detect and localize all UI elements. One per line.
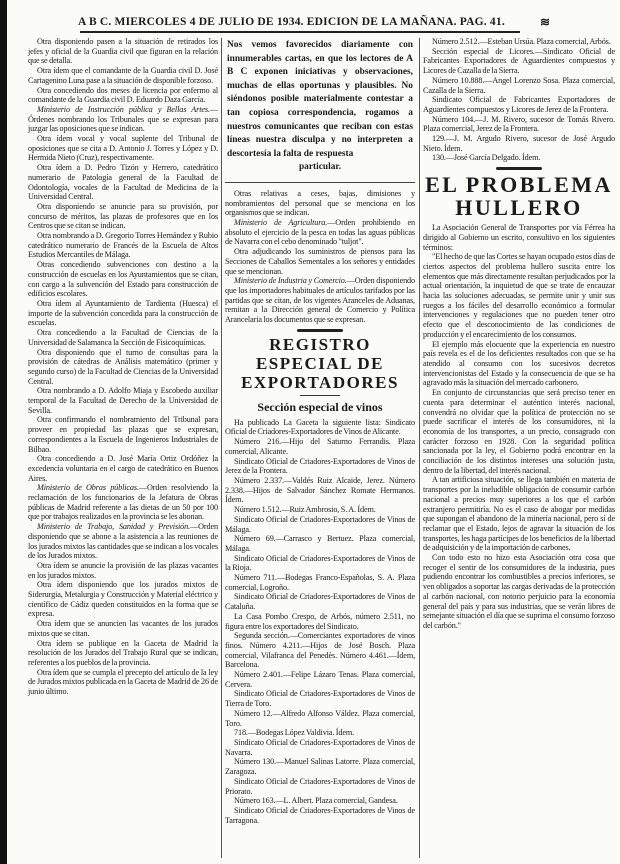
paragraph (28, 668, 218, 697)
paragraph-text: Sindicato Oficial de Criadores-Exportadores de Vinos de Tierra de Toro. (225, 689, 415, 709)
paragraph (28, 561, 218, 580)
paragraph (225, 777, 415, 796)
paragraph (225, 796, 415, 806)
paragraph-text: La Casa Pombo Crespo, de Arbós, número 2.511, no figura entre los exportadores del Sindicato. (225, 611, 415, 631)
paragraph-text: —Orden disponiendo que los importadores habituales de artículos tarifados por las partidas que se citan, de los vigentes Aranceles de Aduanas, remitan a la Dirección general de Comercio y Política Arancelaria los documentos que se expresan. (225, 276, 415, 325)
paragraph-text: Otra ídem al Ayuntamiento de Tardienta (Huesca) el importe de la subvención concedida para la construcción de escuelas. (28, 298, 218, 328)
paragraph (423, 76, 615, 95)
paragraph-text: Otra ídem disponiendo que los jurados mixtos de Siderurgia, Metalurgia y Construcción y Material eléctrico y científico de Cádiz queden constituidos en la forma que se expresa. (28, 580, 218, 619)
column-rule (419, 38, 420, 858)
paragraph (423, 340, 615, 389)
paragraph (28, 348, 218, 387)
paragraph (423, 153, 615, 163)
exporters-list-continued (423, 37, 615, 163)
paragraph-text: 130.—José García Delgado. Ídem. (432, 153, 541, 163)
paragraph-text: Número 10.888.—Angel Lorenzo Sosa. Plaza comercial, Cazalla de la Sierra. (423, 75, 615, 95)
paragraph (28, 580, 218, 619)
paragraph (28, 37, 218, 66)
paragraph-text: Sindicato Oficial de Criadores-Exportadores de Vinos de Tarragona. (225, 805, 415, 825)
paragraph-text: Número 1.512.—Ruiz Ambrosio, S. A. Ídem. (234, 505, 376, 515)
column-2-paragraphs (225, 189, 415, 325)
paragraph (423, 388, 615, 475)
paragraph-text: —Órdenes nombrando los Tribunales que se expresan para juzgar las oposiciones que se indican. (28, 104, 218, 134)
paragraph-text: Número 2.512.—Esteban Ursúa. Plaza comercial, Arbós. (432, 37, 611, 46)
article-body (423, 223, 615, 631)
paragraph (225, 709, 415, 728)
paragraph (225, 505, 415, 515)
readers-notice (225, 37, 415, 178)
paragraph-text: Otra nombrando a D. Adolfo Miaja y Escobedo auxiliar temporal de la Facultad de Derecho de la Universidad de Sevilla. (28, 386, 218, 415)
paragraph-text: Sindicato Oficial de Criadores-Exportadores de Vinos de Navarra. (225, 737, 415, 757)
paragraph (423, 95, 615, 114)
article-title: EL PROBLEMA HULLERO (425, 172, 613, 221)
paragraph-text: Con todo esto no hizo esta Asociación otra cosa que recoger el sentir de los consumidores de la industria, pues pudiendo encontrar los combustibles a precios inferiores, se ven obligados a soportar las cargas derivadas de la protección al carbón nacional, con notorio perjuicio para la economía general del país y para sus industrias, que se verán libres de semejante situación el día que se suprima el consumo forzoso del carbón." (423, 553, 615, 630)
paragraph (423, 115, 615, 134)
paragraph-text: Sindicato Oficial de Criadores-Exportadores de Vinos de Jerez de la Frontera. (225, 456, 415, 476)
paragraph-text: Otra concediendo dos meses de licencia por enfermo al comandante de la Guardia civil D. Eduardo Daza García. (28, 85, 218, 105)
paragraph-text: Otra disponiendo pasen a la situación de retirados los jefes y oficial de la Guardia civil que figuran en la relación que se detalla. (28, 37, 218, 66)
paragraph (28, 483, 218, 522)
column-1 (28, 37, 218, 697)
paragraph (423, 134, 615, 153)
paragraph (28, 66, 218, 85)
paragraph (225, 189, 415, 218)
paragraph (225, 573, 415, 592)
paragraph-text: —Orden disponiendo que se abone a la asistencia a las reuniones de los jurados mixtos las cantidades que se indican a los vocales de los Jurados mixtos. (28, 522, 218, 561)
paragraph (225, 612, 415, 631)
paragraph-text: Otra concediendo a D. José María Ortiz Ordóñez la excedencia voluntaria en el cargo de catedrático en Buenos Aires. (28, 454, 218, 483)
paragraph (225, 457, 415, 476)
ornament-divider (423, 166, 615, 170)
paragraph-text: Número 2.337.—Valdés Ruiz Alcaide, Jerez. Número 2.338.—Hijos de Salvador Sánchez Romate Hermanos. Ídem. (225, 476, 415, 505)
paragraph-text: —Orden prohibiendo en absoluto el ejercicio de la pesca en todas las aguas públicas de Navarra con el cebo denominado "tuljot". (225, 218, 415, 247)
scan-edge-bar (0, 0, 7, 864)
paragraph (225, 689, 415, 708)
divider (225, 182, 415, 183)
paragraph (28, 522, 218, 561)
paragraph-text: Número 2.401.—Felipe Lázaro Tenas. Plaza comercial, Cervera. (225, 670, 415, 689)
paragraph-text: Otra nombrando a D. Gregorio Torres Hernández y Rubio catedrático numerario de Francés de la Escuela de Altos Estudios Mercantiles de Málaga. (28, 231, 218, 260)
paragraph-text: Número 216.—Hijo del Saturno Ferrandis. Plaza comercial, Alicante. (225, 437, 415, 456)
paragraph (28, 328, 218, 347)
paragraph (28, 639, 218, 668)
notice-end: particular. (298, 162, 342, 173)
divider (300, 395, 340, 396)
paragraph-text: 129.—J. M. Argudo Rivero, sucesor de José Argudo Nieto. Ídem. (423, 134, 615, 153)
paragraph (423, 37, 615, 47)
paragraph (225, 437, 415, 456)
paragraph (28, 231, 218, 260)
paragraph-text: El ejemplo más elocuente que la experiencia en nuestro país revela es el de los deficientes resultados con que se ha atendido al consumo con los sucesivos decretos intervencionistas del Estado y la consecuencia de que se ha agravado más la situación del mercado carbonero. (423, 339, 615, 388)
paragraph (225, 670, 415, 689)
paragraph-text: Número 104.—J. M. Rivero, sucesor de Tomás Rivero. Plaza comercial, Jerez de la Frontera. (423, 114, 615, 134)
paragraph (28, 163, 218, 202)
paragraph (225, 631, 415, 670)
paragraph-text: Número 163.—L. Albert. Plaza comercial, Gandesa. (234, 796, 398, 806)
paragraph-text: Otra confirmando el nombramiento del Tribunal para proveer en propiedad las plazas que se expresan, correspondientes a la Escuela de Ingenieros Industriales de Bilbao. (28, 415, 218, 454)
paragraph-text: Otra disponiendo que el turno de consultas para la provisión de cátedras de Análisis matemático (primer y segundo curso) de la Facultad de Ciencias de la Universidad Central. (28, 347, 218, 386)
column-rule (221, 38, 222, 858)
paragraph-text: Sindicato Oficial de Criadores-Exportadores de Vinos de Cataluña. (225, 592, 415, 612)
paragraph (423, 475, 615, 553)
paragraph (28, 134, 218, 163)
header-rule (80, 31, 520, 33)
column-1-paragraphs (28, 37, 218, 697)
paragraph-text: Otra adjudicando los suministros de piensos para las Secciones de Caballos Sementales a los señores y entidades que se mencionan. (225, 247, 415, 276)
section-subtitle: Sección especial de vinos (257, 399, 383, 414)
paragraph (28, 619, 218, 638)
paragraph-text: Otra disponiendo se anuncie para su provisión, por concurso de méritos, las plazas de profesores que en los Centros que se citan se indican. (28, 201, 218, 231)
column-3 (423, 37, 615, 631)
paragraph (225, 806, 415, 825)
paragraph-text: "El hecho de que las Cortes se hayan ocupado estos días de ciertos aspectos del problema hullero suscita entre los elementos que más directamente resultan perjudicados por la actual orientación, la inquietud de que se trate de encauzar hacia las soluciones adecuadas, se permite unir y unir sus ruegos a los fáciles del desarrollo económico a formular intervenciones y regulaciones que no pueden tener otro efecto que el desconocimiento de las condiciones de producción y el encarecimiento de los consumos. (423, 252, 615, 339)
paragraph (225, 276, 415, 325)
paragraph (225, 554, 415, 573)
paragraph (423, 223, 615, 252)
paragraph-text: Sección especial de Licores.—Sindicato Oficial de Fabricantes Exportadores de Aguardientes compuestos y Licores de Cazalla de la Sierra. (423, 46, 615, 76)
paragraph (28, 260, 218, 299)
paragraph (225, 515, 415, 534)
section-title: REGISTRO ESPECIAL DE EXPORTADORES (241, 334, 399, 392)
paragraph (225, 247, 415, 276)
column-2 (225, 37, 415, 825)
paragraph (423, 47, 615, 76)
paragraph-text: Sindicato Oficial de Fabricantes Exportadores de Aguardientes compuestos y Licores de Jerez de la Frontera. (423, 95, 615, 114)
paragraph-text: Número 12.—Alfredo Alfonso Váldez. Plaza comercial, Toro. (225, 708, 415, 728)
paragraph-text: Sindicato Oficial de Criadores-Exportadores de Vinos de Priorato. (225, 776, 415, 796)
paragraph-text: Otra ídem que se anuncien las vacantes de los jurados mixtos que se citan. (28, 619, 218, 638)
paragraph-text: Ha publicado La Gaceta la siguiente lista: Sindicato Oficial de Criadores-Exportadores de Vinos de Alicante. (225, 417, 415, 437)
paragraph-text: Otra concediendo a la Facultad de Ciencias de la Universidad de Salamanca la Sección de Fisicoquímicas. (28, 328, 218, 347)
paragraph-lead: Ministerio de Industria y Comercio. (234, 276, 347, 286)
paragraph (225, 218, 415, 247)
paragraph (225, 757, 415, 776)
paragraph (225, 728, 415, 738)
ornament-divider (225, 328, 415, 332)
paragraph-lead: Ministerio de Obras públicas. (37, 483, 139, 493)
exporters-list (225, 418, 415, 826)
paragraph-text: Otra ídem a D. Pedro Tizón y Herrero, catedrático numerario de Patología general de la Facultad de Odontología, vocales de la Facultad de Medicina de la Universidad Central. (28, 163, 218, 202)
paragraph (28, 202, 218, 231)
paragraph (28, 105, 218, 134)
paragraph (225, 534, 415, 553)
paragraph (225, 738, 415, 757)
paragraph-text: Otras concediendo subvenciones con destino a la construcción de escuelas en los Ayuntamientos que se citan, con cargo a la subvención del Estado para construcción de edificios escolares. (28, 260, 218, 299)
paragraph (28, 454, 218, 483)
paragraph-text: Otra ídem vocal y vocal suplente del Tribunal de oposiciones que se cita a D. Antonio J. Torres y López y D. Hermida Nieto (Cruz), respectivamente. (28, 134, 218, 163)
paragraph-text: En conjunto de circunstancias que será preciso tener en cuenta para determinar el auténtico interés nacional, convendrá no olvidar que la política de protección no se puede sacrificar el interés de los consumidores, ni la economía de los transportes, a un precio, consagrado con carácter forzoso en 1928. Con la seguridad política sancionada por la ley, el Gobierno podrá encontrar en la conciliación de los distintos intereses una solución justa, dentro de la libertad, del interés nacional. (423, 388, 615, 475)
corner-mark-icon: ≋ (540, 15, 551, 29)
paragraph-text: La Asociación General de Transportes por vía Férrea ha dirigido al Gobierno un escrito, consultivo en los siguientes términos: (423, 223, 615, 252)
paragraph-text: Otra ídem se publique en la Gaceta de Madrid la resolución de los Jurados del Trabajo Rural que se indican, referentes a los pueblos de la provincia. (28, 638, 218, 667)
paragraph (225, 592, 415, 611)
paragraph-text: A tan artificiosa situación, se llega también en materia de transportes por la ineludible obligación de consumir carbón nacional a precios muy superiores a los que el carbón extranjero permitiría. No es el caso de abogar por medidas que supongan el abandono de la minería nacional, pero sí de reclamar que el Estado, lejos de agravar la situación de los transportes, les haga partícipes de los beneficios de la libertad de adquisición y de la importación de carbones. (423, 475, 615, 553)
paragraph-text: 718.—Bodegas López Valdivia. Ídem. (234, 728, 355, 738)
paragraph (28, 299, 218, 328)
paragraph-text: Segunda sección.—Comerciantes exportadores de vinos finos. Número 4.211.—Hijos de José Bosch. Plaza comercial, Vilafranca del Penedès. Número 4.461.—Ídem, Barcelona. (225, 631, 415, 670)
paragraph-text: Número 130.—Manuel Salinas Latorre. Plaza comercial, Zaragoza. (225, 757, 415, 777)
paragraph-text: Otra ídem que el comandante de la Guardia civil D. José Cartagenino Luna pase a la situación de disponible forzoso. (28, 66, 218, 85)
paragraph (28, 386, 218, 415)
paragraph (225, 418, 415, 437)
paragraph-text: Número 711.—Bodegas Franco-Españolas, S. A. Plaza comercial, Logroño. (225, 573, 415, 592)
paragraph-text: Sindicato Oficial de Criadores-Exportadores de Vinos de Málaga. (225, 514, 415, 534)
paragraph (423, 553, 615, 631)
paragraph (28, 415, 218, 454)
paragraph-text: Otra ídem que se cumpla el precepto del artículo de la ley de Jurados mixtos publicada en la Gaceta de Madrid de 26 de junio último. (28, 667, 218, 697)
paragraph-lead: Ministerio de Agricultura. (234, 218, 328, 228)
paragraph-text: Otras relativas a ceses, bajas, dimisiones y nombramientos del personal que se menciona en los organismos que se indican. (225, 188, 415, 218)
paragraph-text: Número 69.—Carrasco y Bertuez. Plaza comercial, Málaga. (225, 534, 415, 553)
paragraph-lead: Ministerio de Instrucción pública y Bellas Artes. (37, 104, 210, 114)
paragraph (28, 86, 218, 105)
paragraph-text: Otra ídem se anuncie la provisión de las plazas vacantes en los jurados mixtos. (28, 560, 218, 580)
paragraph (225, 476, 415, 505)
paragraph-lead: Ministerio de Trabajo, Sanidad y Previsión. (37, 522, 191, 532)
paragraph-text: Sindicato Oficial de Criadores-Exportadores de Vinos de la Rioja. (225, 553, 415, 573)
paragraph-text: —Orden resolviendo la reclamación de los funcionarios de la Jefatura de Obras públicas de Madrid referente a las dietas de un 50 por 100 que por trabajos realizados en la provincia se les abonan. (28, 483, 218, 522)
page-header: A B C. MIERCOLES 4 DE JULIO DE 1934. EDICION DE LA MAÑANA. PAG. 41. (78, 16, 505, 28)
paragraph (423, 252, 615, 339)
notice-text: Nos vemos favorecidos diariamente con innumerables cartas, en que los lectores de A B C exponen iniciativas y observaciones, muchas de ellas oportunas y plausibles. No siéndonos posible materialmente contestar a tan copiosa correspondencia, rogamos a nuestros comunicantes que reciban con estas líneas nuestra disculpa y no interpreten a descortesía la falta de respuesta (227, 40, 413, 159)
